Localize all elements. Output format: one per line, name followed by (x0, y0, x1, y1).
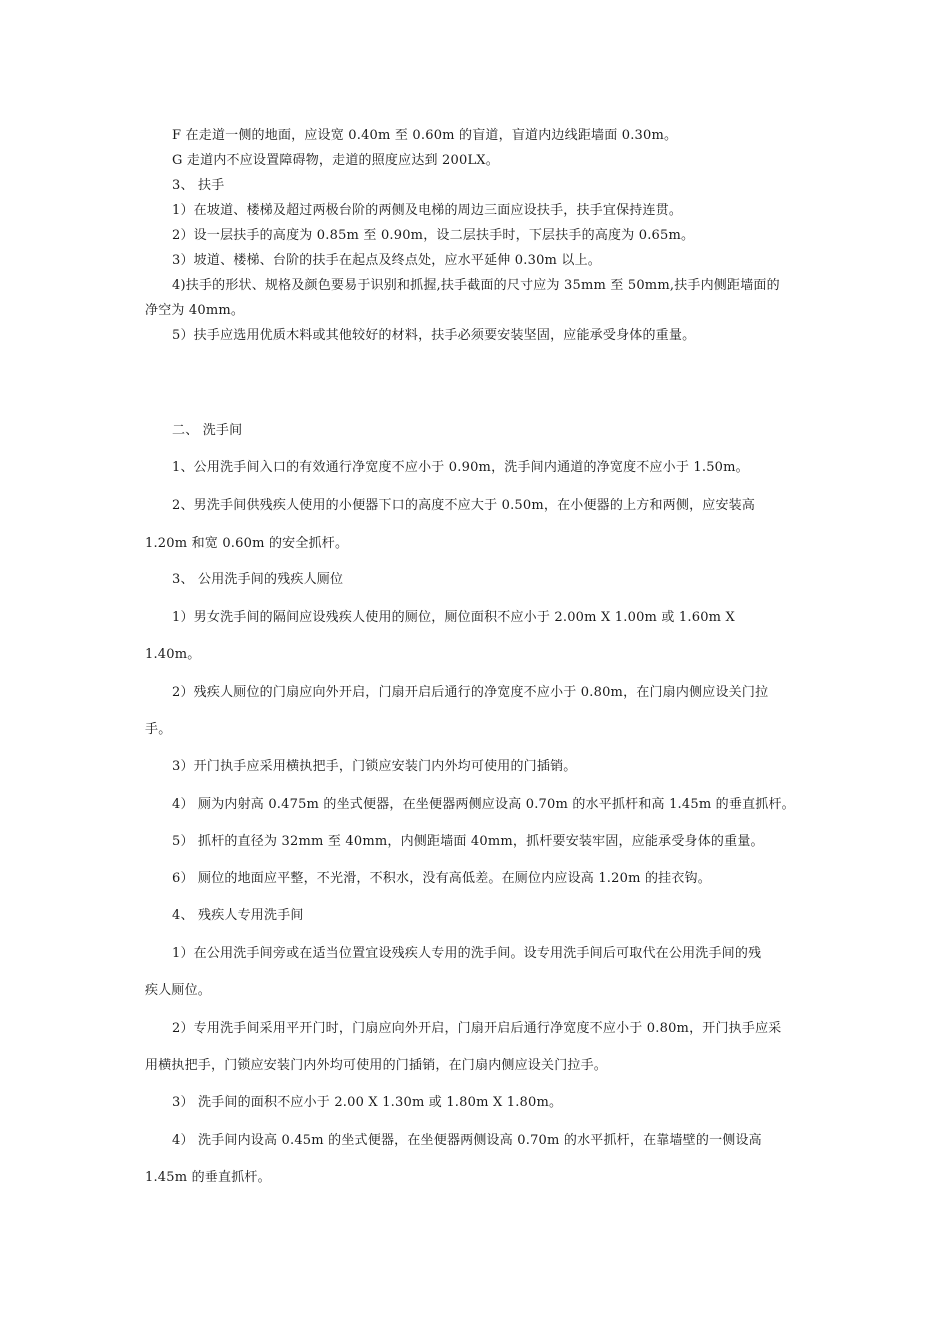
public-toilet-item-1-line1: 1）男女洗手间的隔间应设残疾人使用的厕位，厕位面积不应小于 2.00m X 1.00m 或 1.60m X (172, 610, 735, 625)
public-toilet-item-2-line1: 2）残疾人厕位的门扇应向外开启，门扇开启后通行的净宽度不应小于 0.80m，在门扇内侧应设关门拉 (172, 685, 769, 700)
dedicated-washroom-item-1-line1: 1）在公用洗手间旁或在适当位置宜设残疾人专用的洗手间。设专用洗手间后可取代在公用洗手间的残 (172, 946, 762, 961)
washroom-heading: 二、 洗手间 (172, 423, 243, 438)
dedicated-washroom-item-4-line1: 4） 洗手间内设高 0.45m 的坐式便器，在坐便器两侧设高 0.70m 的水平抓杆，在靠墙壁的一侧设高 (172, 1133, 762, 1148)
handrail-heading: 3、 扶手 (172, 178, 225, 193)
dedicated-washroom-item-1-line2: 疾人厕位。 (145, 983, 212, 998)
washroom-item-2-line2: 1.20m 和宽 0.60m 的安全抓杆。 (145, 536, 349, 551)
handrail-item-4-line2: 净空为 40mm。 (145, 303, 245, 318)
paragraph-F: F 在走道一侧的地面，应设宽 0.40m 至 0.60m 的盲道，盲道内边线距墙面 0.30m。 (172, 128, 678, 143)
dedicated-washroom-item-2-line1: 2）专用洗手间采用平开门时，门扇应向外开启，门扇开启后通行净宽度不应小于 0.80m，开门执手应采 (172, 1021, 782, 1036)
public-toilet-item-6: 6） 厕位的地面应平整，不光滑，不积水，没有高低差。在厕位内应设高 1.20m 的挂衣钩。 (172, 871, 711, 886)
paragraph-G: G 走道内不应设置障碍物，走道的照度应达到 200LX。 (172, 153, 499, 168)
public-toilet-heading: 3、 公用洗手间的残疾人厕位 (172, 572, 344, 587)
washroom-item-1: 1、公用洗手间入口的有效通行净宽度不应小于 0.90m，洗手间内通道的净宽度不应小于 1.50m。 (172, 460, 749, 475)
handrail-item-2: 2）设一层扶手的高度为 0.85m 至 0.90m，设二层扶手时，下层扶手的高度为 0.65m。 (172, 228, 695, 243)
public-toilet-item-5: 5） 抓杆的直径为 32mm 至 40mm，内侧距墙面 40mm，抓杆要安装牢固，应能承受身体的重量。 (172, 834, 764, 849)
dedicated-washroom-item-2-line2: 用横执把手，门锁应安装门内外均可使用的门插销，在门扇内侧应设关门拉手。 (145, 1058, 608, 1073)
dedicated-washroom-heading: 4、 残疾人专用洗手间 (172, 908, 304, 923)
handrail-item-4-line1: 4)扶手的形状、规格及颜色要易于识别和抓握,扶手截面的尺寸应为 35mm 至 50mm,扶手内侧距墙面的 (172, 278, 780, 293)
dedicated-washroom-item-4-line2: 1.45m 的垂直抓杆。 (145, 1170, 271, 1185)
handrail-item-1: 1）在坡道、楼梯及超过两极台阶的两侧及电梯的周边三面应设扶手，扶手宜保持连贯。 (172, 203, 683, 218)
handrail-item-3: 3）坡道、楼梯、台阶的扶手在起点及终点处，应水平延伸 0.30m 以上。 (172, 253, 602, 268)
handrail-item-5: 5）扶手应选用优质木料或其他较好的材料，扶手必须要安装坚固，应能承受身体的重量。 (172, 328, 696, 343)
public-toilet-item-2-line2: 手。 (145, 722, 172, 737)
dedicated-washroom-item-3: 3） 洗手间的面积不应小于 2.00 X 1.30m 或 1.80m X 1.80m。 (172, 1095, 563, 1110)
washroom-item-2-line1: 2、男洗手间供残疾人使用的小便器下口的高度不应大于 0.50m，在小便器的上方和两侧，应安装高 (172, 498, 756, 513)
public-toilet-item-4: 4） 厕为内射高 0.475m 的坐式便器，在坐便器两侧应设高 0.70m 的水平抓杆和高 1.45m 的垂直抓杆。 (172, 797, 795, 812)
public-toilet-item-1-line2: 1.40m。 (145, 647, 201, 662)
public-toilet-item-3: 3）开门执手应采用横执把手，门锁应安装门内外均可使用的门插销。 (172, 759, 577, 774)
